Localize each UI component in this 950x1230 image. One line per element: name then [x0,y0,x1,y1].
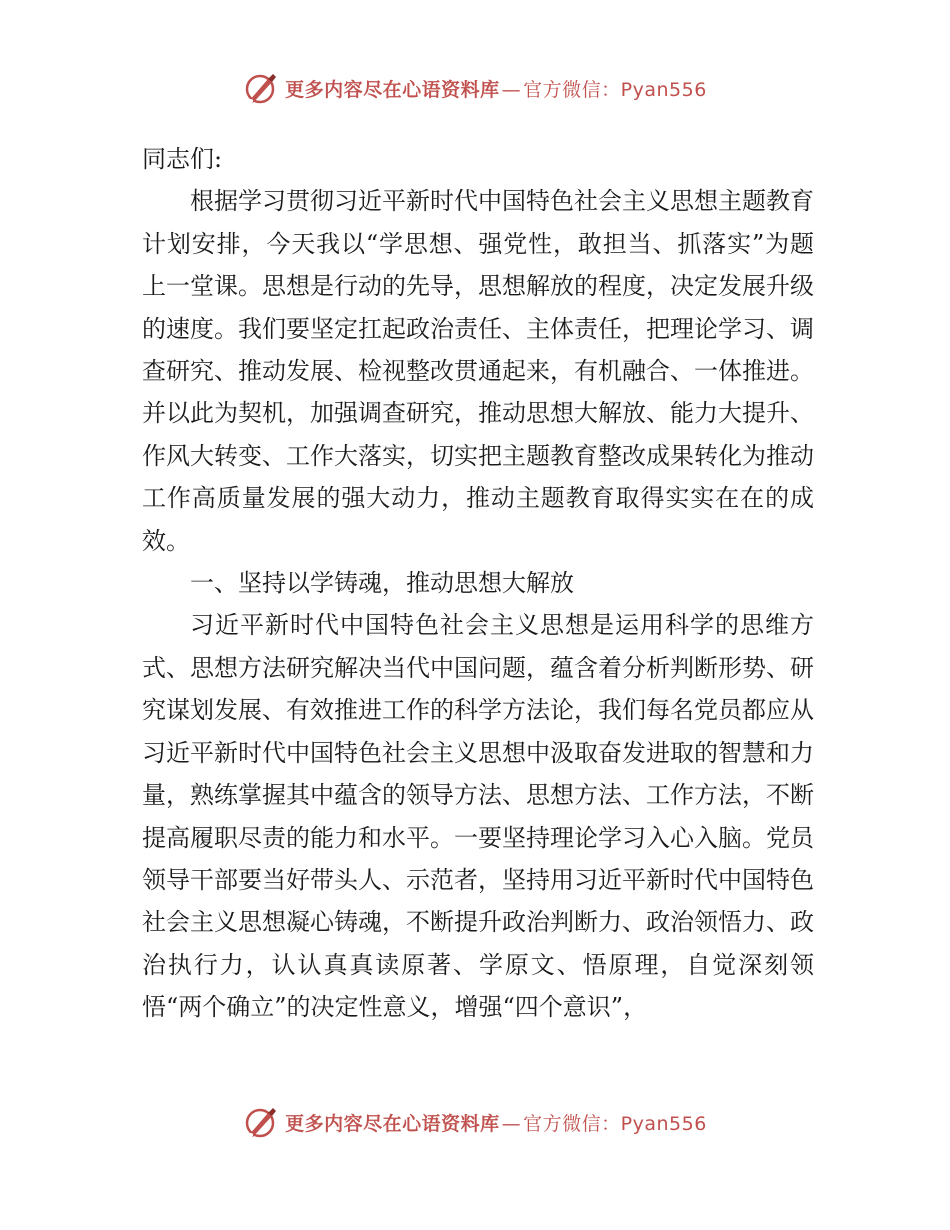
banner-text [285,75,707,102]
banner-brand: 更多内容尽在心语资料库 [285,78,500,101]
section-1-heading: 一、坚持以学铸魂，推动思想大解放 [190,569,574,598]
pen-seal-logo-icon [243,71,277,105]
banner-dash: — [501,1112,522,1135]
document-body [142,138,814,1029]
banner-text [285,1109,707,1136]
intro-paragraph: 根据学习贯彻习近平新时代中国特色社会主义思想主题教育计划安排，今天我以“学思想、强党性，敢担当、抓落实”为题上一堂课。思想是行动的先导，思想解放的程度，决定发展升级的速度。我们要坚定扛起政治责任、主体责任，把理论学习、调查研究、推动发展、检视整改贯通起来，有机融合、一体推进。并以此为契机，加强调查研究，推动思想大解放、能力大提升、作风大转变、工作大落实，切实把主题教育整改成果转化为推动工作高质量发展的强大动力，推动主题教育取得实实在在的成效。 [142,187,814,555]
salutation: 同志们: [142,145,223,173]
banner-suffix: 官方微信：Pyan556 [523,78,707,101]
footer-watermark-banner [0,1102,950,1142]
banner-dash: — [501,78,522,101]
banner-brand: 更多内容尽在心语资料库 [285,1112,500,1135]
pen-seal-logo-icon [243,1105,277,1139]
header-watermark-banner [0,68,950,108]
banner-suffix: 官方微信：Pyan556 [523,1112,707,1135]
section-1-paragraph: 习近平新时代中国特色社会主义思想是运用科学的思维方式、思想方法研究解决当代中国问题，蕴含着分析判断形势、研究谋划发展、有效推进工作的科学方法论，我们每名党员都应从习近平新时代中国特色社会主义思想中汲取奋发进取的智慧和力量，熟练掌握其中蕴含的领导方法、思想方法、工作方法，不断提高履职尽责的能力和水平。一要坚持理论学习入心入脑。党员领导干部要当好带头人、示范者，坚持用习近平新时代中国特色社会主义思想凝心铸魂，不断提升政治判断力、政治领悟力、政治执行力，认认真真读原著、学原文、悟原理，自觉深刻领悟“两个确立”的决定性意义，增强“四个意识”， [142,611,814,1022]
